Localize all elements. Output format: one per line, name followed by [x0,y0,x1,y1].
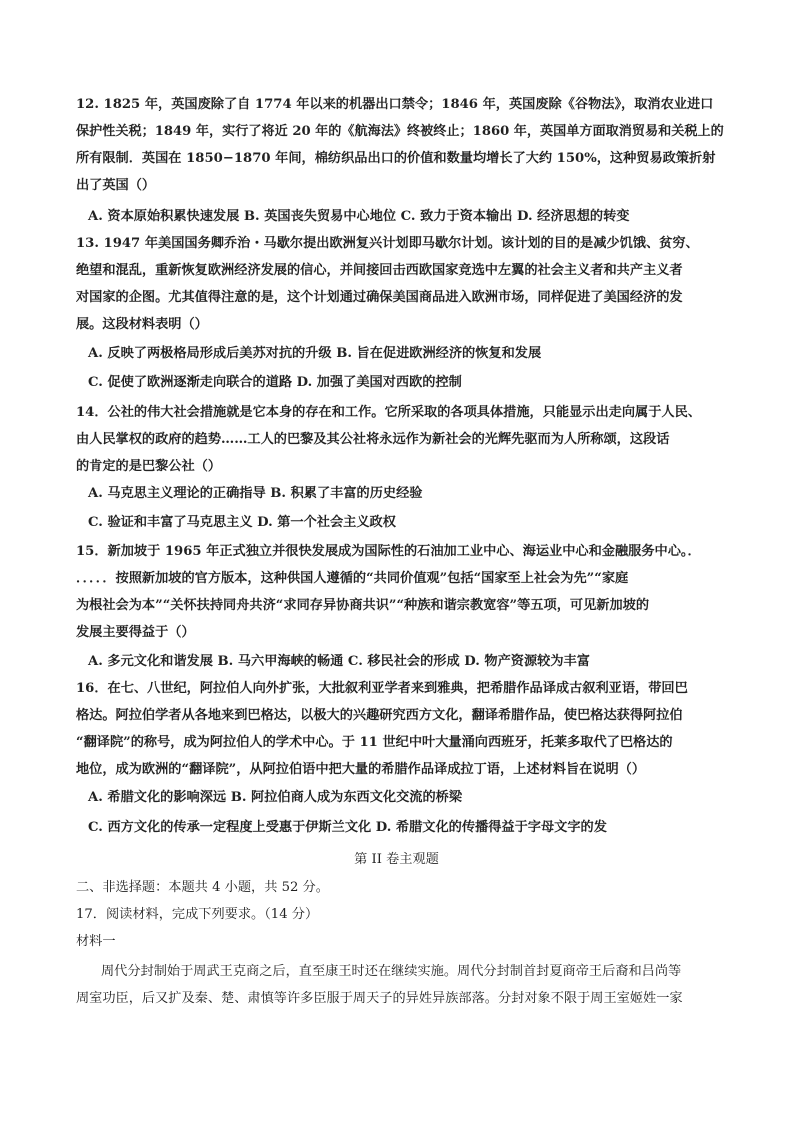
q13-line-2: 绝望和混乱，重新恢复欧洲经济发展的信心，并间接回击西欧国家竞选中左翼的社会主义者和共产主义者 [76,263,683,278]
section-title: 第 II 卷主观题 [354,852,439,867]
q15-options: A. 多元文化和谐发展 B. 马六甲海峡的畅通 C. 移民社会的形成 D. 物产资源较为丰富 [88,654,590,669]
q15-line-4: 发展主要得益于（） [76,625,195,640]
q13-line-4: 展。这段材料表明（） [76,317,208,332]
q12-options: A. 资本原始积累快速发展 B. 英国丧失贸易中心地位 C. 致力于资本输出 D. 经济思想的转变 [88,209,630,224]
material-label: 材料一 [76,934,116,949]
material-para-line-2: 周室功臣，后又扩及秦、楚、肃慎等许多臣服于周天子的异姓异族部落。分封对象不限于周王室姬姓一家 [76,991,683,1006]
q13-line-1: 13. 1947 年美国国务卿乔治・马歇尔提出欧洲复兴计划即马歇尔计划。该计划的目的是减少饥饿、贫穷、 [76,236,699,251]
q14-line-2: 由人民掌权的政府的趋势……工人的巴黎及其公社将永远作为新社会的光辉先驱而为人所称颂，这段话 [76,432,670,447]
q12-line-2: 保护性关税；1849 年，实行了将近 20 年的《航海法》终被终止；1860 年，英国单方面取消贸易和关税上的 [76,124,724,139]
q15-line-1: 15．新加坡于 1965 年正式独立并很快发展成为国际性的石油加工业中心、海运业中心和金融服务中心。． [76,544,701,559]
q14-line-1: 14．公社的伟大社会措施就是它本身的存在和工作。它所采取的各项具体措施，只能显示出走向属于人民、 [76,405,701,420]
q16-line-3: “翻译院”的称号，成为阿拉伯人的学术中心。于 11 世纪中叶大量涌向西班牙，托莱多取代了巴格达的 [76,735,673,750]
q16-option-ab: A. 希腊文化的影响深远 B. 阿拉伯商人成为东西文化交流的桥梁 [88,790,463,805]
q12-line-1: 12. 1825 年，英国废除了自 1774 年以来的机器出口禁令；1846 年，英国废除《谷物法》，取消农业进口 [76,97,714,112]
q13-option-cd: C. 促使了欧洲逐渐走向联合的道路 D. 加强了美国对西欧的控制 [88,375,462,390]
q13-line-3: 对国家的企图。尤其值得注意的是，这个计划通过确保美国商品进入欧洲市场，同样促进了美国经济的发 [76,290,683,305]
section-heading: 二、非选择题：本题共 4 小题，共 52 分。 [76,880,329,895]
q15-line-2: ．．．．．按照新加坡的官方版本，这种供国人遵循的“共同价值观”包括“国家至上社会为先”“家庭 [76,571,629,586]
q16-line-4: 地位，成为欧洲的“翻译院”，从阿拉伯语中把大量的希腊作品译成拉丁语，上述材料旨在说明（） [76,762,646,777]
q17-heading: 17．阅读材料，完成下列要求。（14 分） [76,907,319,922]
q16-line-1: 16．在七、八世纪，阿拉伯人向外扩张，大批叙利亚学者来到雅典，把希腊作品译成古叙利亚语，带回巴 [76,681,688,696]
q14-option-ab: A. 马克思主义理论的正确指导 B. 积累了丰富的历史经验 [88,486,423,501]
q15-line-3: 为根社会为本”“关怀扶持同舟共济“求同存异协商共识”“种族和谐宗教宽容”等五项，可见新加坡的 [76,598,650,613]
q12-line-3: 所有限制．英国在 1850−1870 年间，棉纺织品出口的价值和数量均增长了大约 150%，这种贸易政策折射 [76,151,716,166]
q16-option-cd: C. 西方文化的传承一定程度上受惠于伊斯兰文化 D. 希腊文化的传播得益于字母文字的发 [88,820,607,835]
q14-line-3: 的肯定的是巴黎公社（） [76,459,222,474]
q12-line-4: 出了英国（） [76,178,156,193]
q13-option-ab: A. 反映了两极格局形成后美苏对抗的升级 B. 旨在促进欧洲经济的恢复和发展 [88,346,542,361]
q16-line-2: 格达。阿拉伯学者从各地来到巴格达，以极大的兴趣研究西方文化，翻译希腊作品，使巴格达获得阿拉伯 [76,708,683,723]
material-para-line-1: 周代分封制始于周武王克商之后，直至康王时还在继续实施。周代分封制首封夏商帝王后裔和吕尚等 [101,964,682,979]
q14-option-cd: C. 验证和丰富了马克思主义 D. 第一个社会主义政权 [88,515,396,530]
